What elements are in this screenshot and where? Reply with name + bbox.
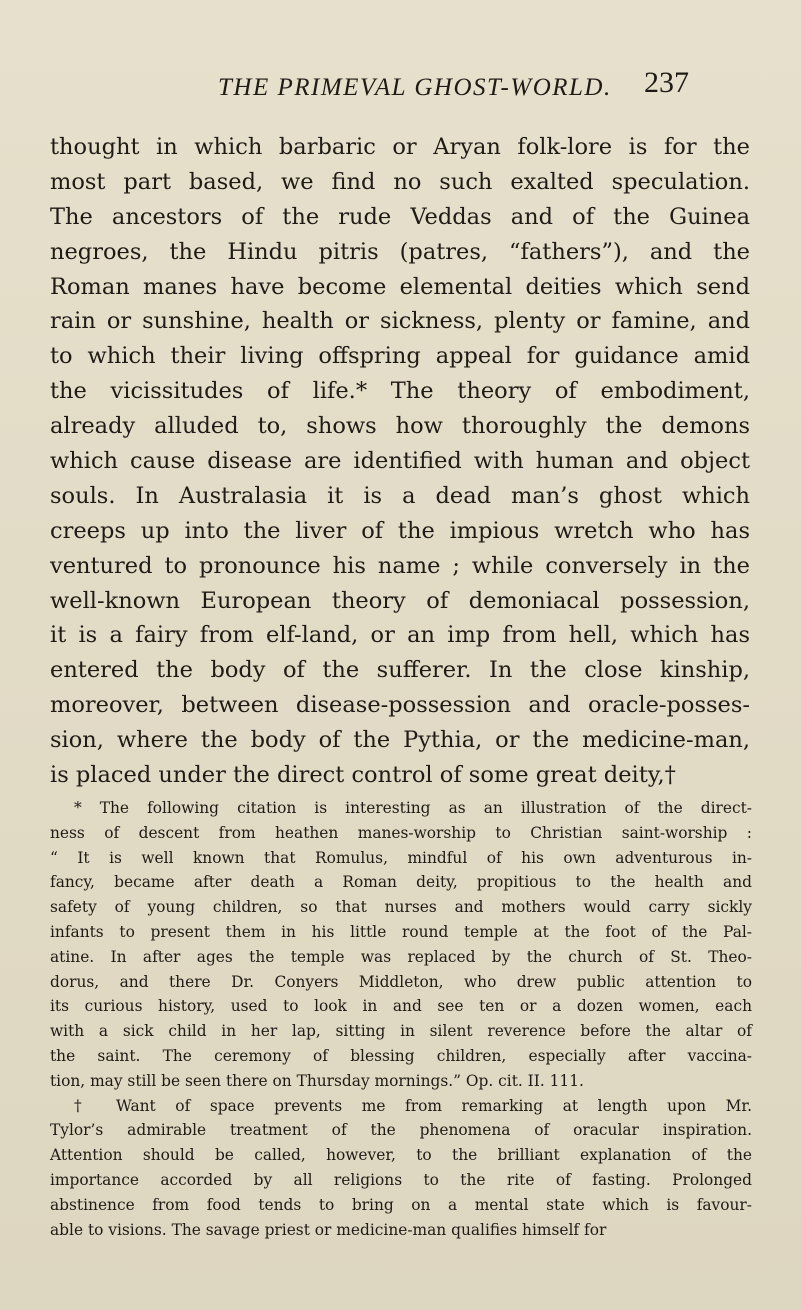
body-line: ventured to pronounce his name ; while conversely in the <box>50 552 750 579</box>
footnote-line: Attention should be called, however, to the brilliant explanation of the <box>50 1146 752 1165</box>
footnote-line: the saint. The ceremony of blessing children, especially after vaccina- <box>50 1046 752 1065</box>
footnote-line: “ It is well known that Romulus, mindful of his own adventurous in- <box>50 848 752 867</box>
footnote-line: infants to present them in his little round temple at the foot of the Pal- <box>50 922 752 941</box>
body-line: is placed under the direct control of some great deity,† <box>50 762 676 789</box>
body-line: to which their living offspring appeal for guidance amid <box>50 343 750 370</box>
footnote-line: † Want of space prevents me from remarking at length upon Mr. <box>74 1096 752 1115</box>
footnote-line: with a sick child in her lap, sitting in silent reverence before the altar of <box>50 1022 752 1041</box>
body-line: rain or sunshine, health or sickness, plenty or famine, and <box>50 308 750 335</box>
footnote-line: atine. In after ages the temple was replaced by the church of St. Theo- <box>50 947 752 966</box>
running-title: THE PRIMEVAL GHOST-WORLD. <box>218 74 612 101</box>
page-number: 237 <box>644 66 689 99</box>
body-line: Roman manes have become elemental deities which send <box>50 273 750 300</box>
body-line: most part based, we find no such exalted speculation. <box>50 168 750 195</box>
body-line: The ancestors of the rude Veddas and of the Guinea <box>50 203 750 230</box>
footnote-line: tion, may still be seen there on Thursday mornings.” Op. cit. II. 111. <box>50 1071 584 1090</box>
body-line: sion, where the body of the Pythia, or the medicine-man, <box>50 727 750 754</box>
body-line: it is a fairy from elf-land, or an imp from hell, which has <box>50 622 750 649</box>
body-text <box>50 130 750 793</box>
footnote-line: abstinence from food tends to bring on a mental state which is favour- <box>50 1195 752 1214</box>
body-line: the vicissitudes of life.* The theory of embodiment, <box>50 378 750 405</box>
body-line: moreover, between disease-possession and oracle-posses- <box>50 692 750 719</box>
footnote-line: able to visions. The savage priest or medicine-man qualifies himself for <box>50 1220 607 1239</box>
body-line: thought in which barbaric or Aryan folk-lore is for the <box>50 134 750 160</box>
body-line: souls. In Australasia it is a dead man’s ghost which <box>50 482 750 509</box>
body-line: which cause disease are identified with human and object <box>50 448 750 475</box>
footnote-line: fancy, became after death a Roman deity, propitious to the health and <box>50 873 752 892</box>
body-line: negroes, the Hindu pitris (patres, “fathers”), and the <box>50 238 750 265</box>
footnote-line: dorus, and there Dr. Conyers Middleton, who drew public attention to <box>50 972 752 991</box>
footnote-line: its curious history, used to look in and see ten or a dozen women, each <box>50 997 752 1016</box>
footnote-line: importance accorded by all religions to the rite of fasting. Prolonged <box>50 1170 752 1189</box>
footnote-line: Tylor’s admirable treatment of the phenomena of oracular inspiration. <box>50 1121 752 1140</box>
body-line: creeps up into the liver of the impious wretch who has <box>50 517 750 544</box>
footnote-line: ness of descent from heathen manes-worship to Christian saint-worship : <box>50 823 752 842</box>
footnote-line: * The following citation is interesting as an illustration of the direct- <box>74 799 752 817</box>
body-line: entered the body of the sufferer. In the close kinship, <box>50 657 750 684</box>
footnotes <box>50 796 752 1242</box>
body-line: well-known European theory of demoniacal possession, <box>50 587 750 614</box>
body-line: already alluded to, shows how thoroughly the demons <box>50 413 750 440</box>
footnote-line: safety of young children, so that nurses and mothers would carry sickly <box>50 898 752 917</box>
